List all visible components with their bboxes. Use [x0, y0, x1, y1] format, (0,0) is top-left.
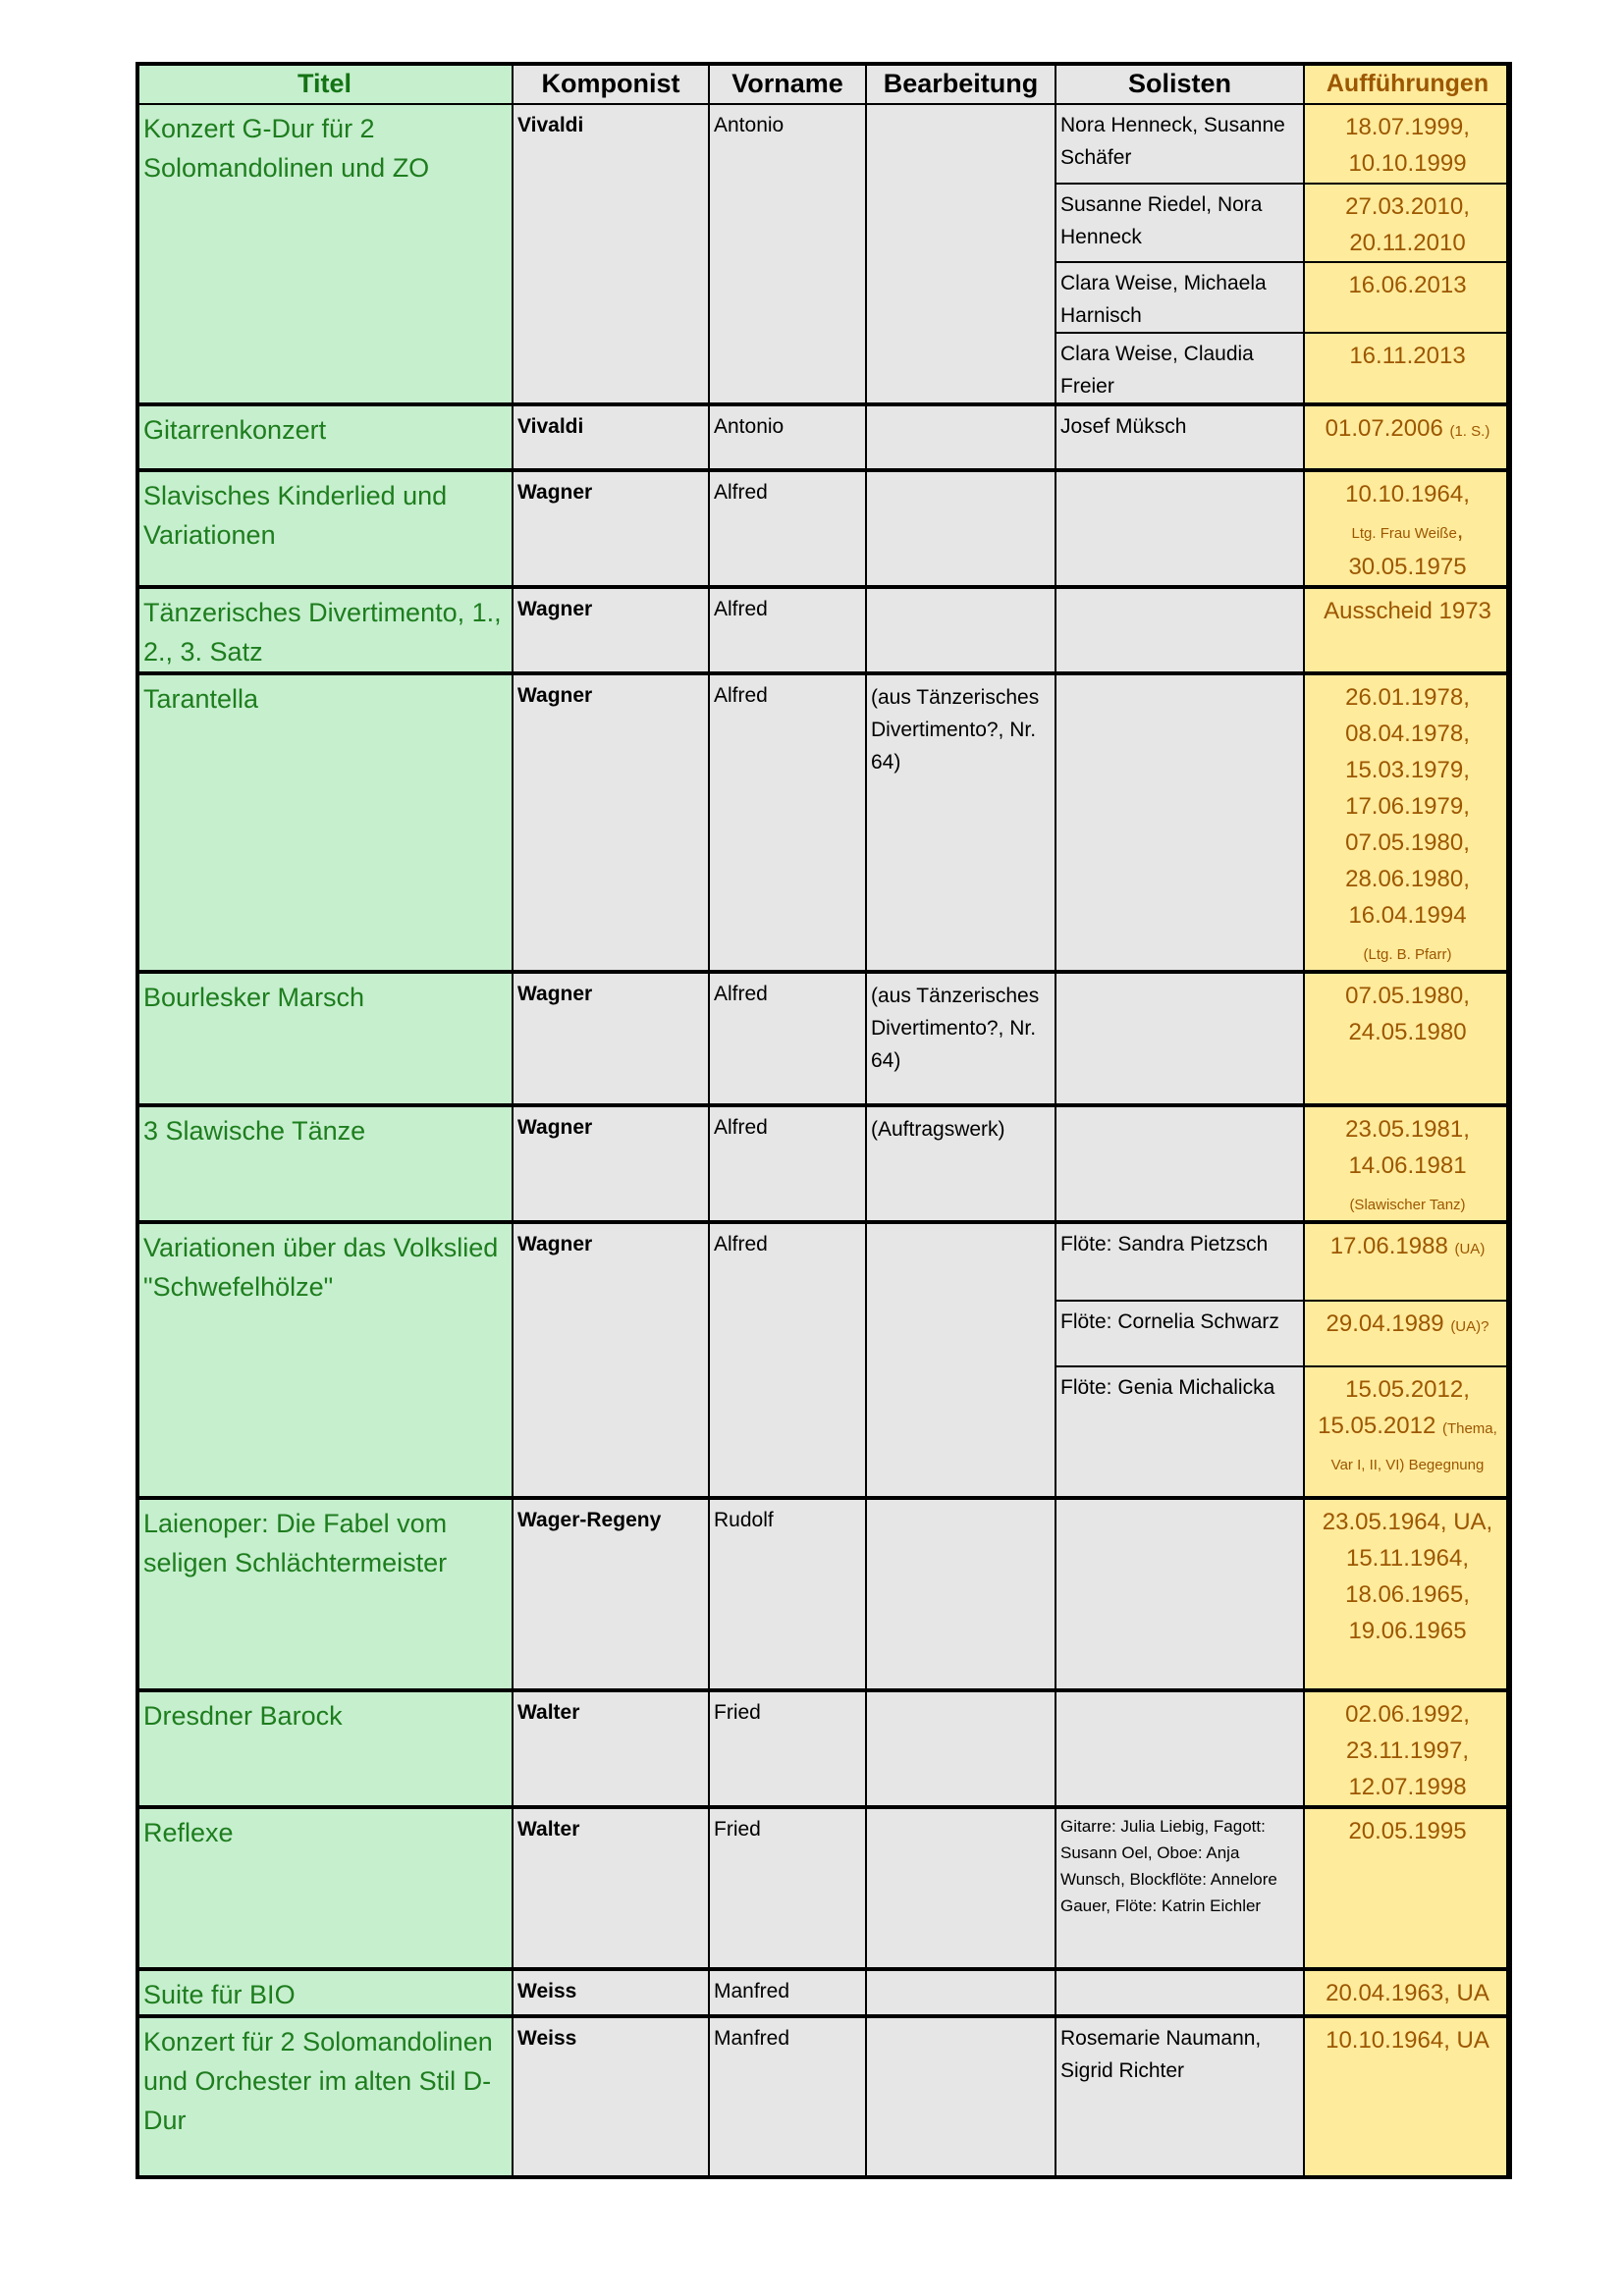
performance-line: [1307, 593, 1508, 629]
cell-auffuehrungen: [1304, 587, 1511, 673]
cell-vorname: Fried: [709, 1807, 866, 1969]
performance-note: Var I, II, VI) Begegnung: [1330, 1457, 1485, 1473]
cell-vorname: Alfred: [709, 972, 866, 1105]
cell-solisten: [1056, 1969, 1304, 2016]
cell-vorname: Alfred: [709, 470, 866, 587]
cell-titel: Tänzerisches Divertimento, 1., 2., 3. Satz: [136, 587, 513, 673]
header-auffuehrungen: Aufführungen: [1304, 63, 1511, 104]
cell-titel: Konzert G-Dur für 2 Solomandolinen und ZO: [136, 104, 513, 404]
cell-solisten: Flöte: Sandra Pietzsch: [1056, 1222, 1304, 1301]
performance-line: [1307, 1306, 1508, 1342]
header-bearbeitung: Bearbeitung: [866, 63, 1056, 104]
performance-date: 28.06.1980,: [1345, 866, 1470, 892]
cell-auffuehrungen: [1304, 1969, 1511, 2016]
cell-vorname: Rudolf: [709, 1498, 866, 1690]
performance-line: [1307, 1613, 1508, 1649]
cell-auffuehrungen: [1304, 404, 1511, 470]
cell-titel: Suite für BIO: [136, 1969, 513, 2016]
cell-auffuehrungen: [1304, 262, 1511, 333]
performance-line: [1307, 1696, 1508, 1733]
table-row: [136, 1105, 1511, 1222]
cell-auffuehrungen: [1304, 1105, 1511, 1222]
performance-line: [1307, 679, 1508, 716]
table-row: [136, 1807, 1511, 1969]
cell-komponist: Wagner: [513, 470, 709, 587]
cell-auffuehrungen: [1304, 1807, 1511, 1969]
performance-date: 20.11.2010: [1349, 230, 1466, 256]
performance-note: (Slawischer Tanz): [1349, 1197, 1466, 1213]
performance-date: 17.06.1988: [1329, 1233, 1448, 1259]
cell-solisten: [1056, 1498, 1304, 1690]
cell-bearbeitung: [866, 2016, 1056, 2178]
cell-bearbeitung: [866, 404, 1056, 470]
cell-auffuehrungen: [1304, 1222, 1511, 1301]
performance-table: [135, 62, 1512, 2179]
performance-line: [1307, 549, 1508, 585]
performance-date: 18.06.1965,: [1345, 1581, 1470, 1608]
performance-line: [1307, 861, 1508, 897]
performance-line: [1307, 1813, 1508, 1849]
performance-line: [1307, 752, 1508, 788]
cell-solisten: Rosemarie Naumann, Sigrid Richter: [1056, 2016, 1304, 2178]
cell-vorname: Manfred: [709, 2016, 866, 2178]
performance-date: 20.04.1963, UA: [1326, 1980, 1489, 2006]
cell-komponist: Wagner: [513, 673, 709, 972]
performance-line: [1307, 1444, 1508, 1480]
performance-date: 30.05.1975: [1348, 554, 1467, 580]
cell-bearbeitung: (aus Tänzerisches Divertimento?, Nr. 64): [866, 673, 1056, 972]
cell-bearbeitung: [866, 1690, 1056, 1807]
performance-date: 15.11.1964,: [1345, 1545, 1469, 1572]
performance-line: [1307, 410, 1508, 447]
performance-note: (UA)?: [1450, 1318, 1489, 1335]
header-titel: Titel: [136, 63, 513, 104]
performance-line: [1307, 1540, 1508, 1576]
cell-komponist: Walter: [513, 1807, 709, 1969]
table-row: [136, 587, 1511, 673]
cell-vorname: Alfred: [709, 1222, 866, 1498]
cell-auffuehrungen: [1304, 333, 1511, 404]
performance-line: [1307, 825, 1508, 861]
performance-line: [1307, 716, 1508, 752]
table-row: [136, 673, 1511, 972]
cell-titel: Gitarrenkonzert: [136, 404, 513, 470]
performance-date: Ausscheid 1973: [1324, 598, 1491, 624]
cell-solisten: [1056, 1105, 1304, 1222]
cell-solisten: Flöte: Cornelia Schwarz: [1056, 1301, 1304, 1366]
performance-line: [1307, 1576, 1508, 1613]
cell-titel: Konzert für 2 Solomandolinen und Orchester im alten Stil D-Dur: [136, 2016, 513, 2178]
cell-auffuehrungen: [1304, 2016, 1511, 2178]
performance-line: [1307, 512, 1508, 549]
header-vorname: Vorname: [709, 63, 866, 104]
performance-note: (UA): [1454, 1241, 1486, 1257]
performance-date: 10.10.1999: [1348, 150, 1467, 177]
performance-date: 07.05.1980,: [1345, 829, 1470, 856]
cell-komponist: Wagner: [513, 1105, 709, 1222]
performance-line: [1307, 934, 1508, 970]
performance-date: 17.06.1979,: [1345, 793, 1470, 820]
performance-line: [1307, 225, 1508, 261]
cell-bearbeitung: [866, 1498, 1056, 1690]
performance-date: 15.05.2012,: [1345, 1376, 1470, 1403]
cell-vorname: Antonio: [709, 104, 866, 404]
cell-auffuehrungen: [1304, 470, 1511, 587]
cell-auffuehrungen: [1304, 1690, 1511, 1807]
cell-solisten: Flöte: Genia Michalicka: [1056, 1366, 1304, 1498]
performance-note: (1. S.): [1449, 423, 1490, 440]
performance-line: [1307, 188, 1508, 225]
performance-date: 01.07.2006: [1325, 415, 1443, 442]
performance-date: 10.10.1964, UA: [1326, 2027, 1489, 2054]
cell-auffuehrungen: [1304, 184, 1511, 262]
performance-line: [1307, 1769, 1508, 1805]
performance-date: 15.05.2012: [1318, 1413, 1436, 1439]
cell-solisten: Gitarre: Julia Liebig, Fagott: Susann Oel, Oboe: Anja Wunsch, Blockflöte: Annelore Gauer, Flöte: Katrin Eichler: [1056, 1807, 1304, 1969]
performance-line: [1307, 1184, 1508, 1220]
performance-date: 16.06.2013: [1348, 272, 1467, 298]
performance-date: 24.05.1980: [1348, 1019, 1467, 1045]
cell-bearbeitung: [866, 1222, 1056, 1498]
performance-date: 29.04.1989: [1326, 1310, 1444, 1337]
header-solisten: Solisten: [1056, 63, 1304, 104]
performance-date: 08.04.1978,: [1345, 721, 1470, 747]
performance-date: 23.05.1981,: [1345, 1116, 1470, 1143]
performance-date: 23.11.1997,: [1345, 1737, 1469, 1764]
cell-titel: Reflexe: [136, 1807, 513, 1969]
cell-bearbeitung: [866, 587, 1056, 673]
cell-auffuehrungen: [1304, 104, 1511, 184]
performance-date: 26.01.1978,: [1345, 684, 1470, 711]
table-row: [136, 1690, 1511, 1807]
cell-solisten: Susanne Riedel, Nora Henneck: [1056, 184, 1304, 262]
performance-line: [1307, 1504, 1508, 1540]
cell-vorname: Alfred: [709, 673, 866, 972]
performance-line: [1307, 1371, 1508, 1408]
performance-date: 19.06.1965: [1348, 1618, 1467, 1644]
performance-line: [1307, 897, 1508, 934]
performance-date: 14.06.1981: [1348, 1152, 1467, 1179]
performance-line: [1307, 788, 1508, 825]
performance-date: 23.05.1964, UA,: [1322, 1509, 1493, 1535]
table-row: [136, 1222, 1511, 1301]
cell-auffuehrungen: [1304, 972, 1511, 1105]
cell-vorname: Alfred: [709, 1105, 866, 1222]
table-row: [136, 1969, 1511, 2016]
performance-date: 27.03.2010,: [1345, 193, 1470, 220]
cell-vorname: Fried: [709, 1690, 866, 1807]
cell-bearbeitung: [866, 1969, 1056, 2016]
cell-titel: 3 Slawische Tänze: [136, 1105, 513, 1222]
cell-solisten: [1056, 470, 1304, 587]
performance-date: 07.05.1980,: [1345, 983, 1470, 1009]
performance-line: [1307, 476, 1508, 512]
cell-solisten: Nora Henneck, Susanne Schäfer: [1056, 104, 1304, 184]
cell-komponist: Weiss: [513, 1969, 709, 2016]
performance-date: 10.10.1964,: [1345, 481, 1470, 507]
cell-solisten: [1056, 587, 1304, 673]
performance-date: 12.07.1998: [1348, 1774, 1467, 1800]
cell-bearbeitung: (aus Tänzerisches Divertimento?, Nr. 64): [866, 972, 1056, 1105]
cell-komponist: Wagner: [513, 1222, 709, 1498]
performance-date: 18.07.1999,: [1345, 114, 1470, 140]
performance-line: [1307, 1148, 1508, 1184]
performance-date: 15.03.1979,: [1345, 757, 1470, 783]
performance-line: [1307, 978, 1508, 1014]
performance-note: (Thema,: [1441, 1420, 1497, 1437]
cell-solisten: Josef Müksch: [1056, 404, 1304, 470]
cell-auffuehrungen: [1304, 1301, 1511, 1366]
performance-line: [1307, 145, 1508, 182]
cell-titel: Laienoper: Die Fabel vom seligen Schlächtermeister: [136, 1498, 513, 1690]
cell-komponist: Vivaldi: [513, 104, 709, 404]
table-body: [136, 104, 1511, 2178]
performance-table-sheet: [135, 62, 1510, 2179]
cell-komponist: Wagner: [513, 972, 709, 1105]
cell-komponist: Wagner: [513, 587, 709, 673]
performance-line: [1307, 338, 1508, 374]
cell-titel: Slavisches Kinderlied und Variationen: [136, 470, 513, 587]
cell-solisten: [1056, 1690, 1304, 1807]
cell-solisten: Clara Weise, Michaela Harnisch: [1056, 262, 1304, 333]
performance-suffix: ,: [1456, 517, 1464, 544]
cell-titel: Variationen über das Volkslied "Schwefelhölze": [136, 1222, 513, 1498]
cell-auffuehrungen: [1304, 1366, 1511, 1498]
cell-bearbeitung: [866, 470, 1056, 587]
cell-komponist: Wager-Regeny: [513, 1498, 709, 1690]
cell-auffuehrungen: [1304, 673, 1511, 972]
performance-line: [1307, 1975, 1508, 2011]
performance-date: 02.06.1992,: [1345, 1701, 1470, 1728]
performance-line: [1307, 1111, 1508, 1148]
cell-komponist: Weiss: [513, 2016, 709, 2178]
cell-titel: Tarantella: [136, 673, 513, 972]
table-row: [136, 404, 1511, 470]
performance-line: [1307, 267, 1508, 303]
cell-vorname: Antonio: [709, 404, 866, 470]
header-komponist: Komponist: [513, 63, 709, 104]
cell-bearbeitung: [866, 104, 1056, 404]
cell-titel: Bourlesker Marsch: [136, 972, 513, 1105]
table-row: [136, 1498, 1511, 1690]
performance-line: [1307, 2022, 1508, 2058]
cell-vorname: Manfred: [709, 1969, 866, 2016]
cell-solisten: [1056, 972, 1304, 1105]
performance-line: [1307, 1733, 1508, 1769]
performance-date: 20.05.1995: [1348, 1818, 1467, 1844]
table-row: [136, 2016, 1511, 2178]
performance-line: [1307, 1408, 1508, 1444]
header-row: [136, 63, 1511, 104]
cell-bearbeitung: (Auftragswerk): [866, 1105, 1056, 1222]
cell-komponist: Walter: [513, 1690, 709, 1807]
cell-bearbeitung: [866, 1807, 1056, 1969]
cell-komponist: Vivaldi: [513, 404, 709, 470]
table-row: [136, 104, 1511, 184]
performance-date: 16.04.1994: [1348, 902, 1467, 929]
cell-titel: Dresdner Barock: [136, 1690, 513, 1807]
performance-line: [1307, 109, 1508, 145]
table-row: [136, 470, 1511, 587]
performance-note: (Ltg. B. Pfarr): [1363, 946, 1452, 963]
performance-date: 16.11.2013: [1349, 343, 1466, 369]
cell-auffuehrungen: [1304, 1498, 1511, 1690]
performance-note: Ltg. Frau Weiße: [1351, 525, 1457, 542]
table-row: [136, 972, 1511, 1105]
cell-solisten: [1056, 673, 1304, 972]
cell-vorname: Alfred: [709, 587, 866, 673]
performance-line: [1307, 1228, 1508, 1264]
performance-line: [1307, 1014, 1508, 1050]
cell-solisten: Clara Weise, Claudia Freier: [1056, 333, 1304, 404]
